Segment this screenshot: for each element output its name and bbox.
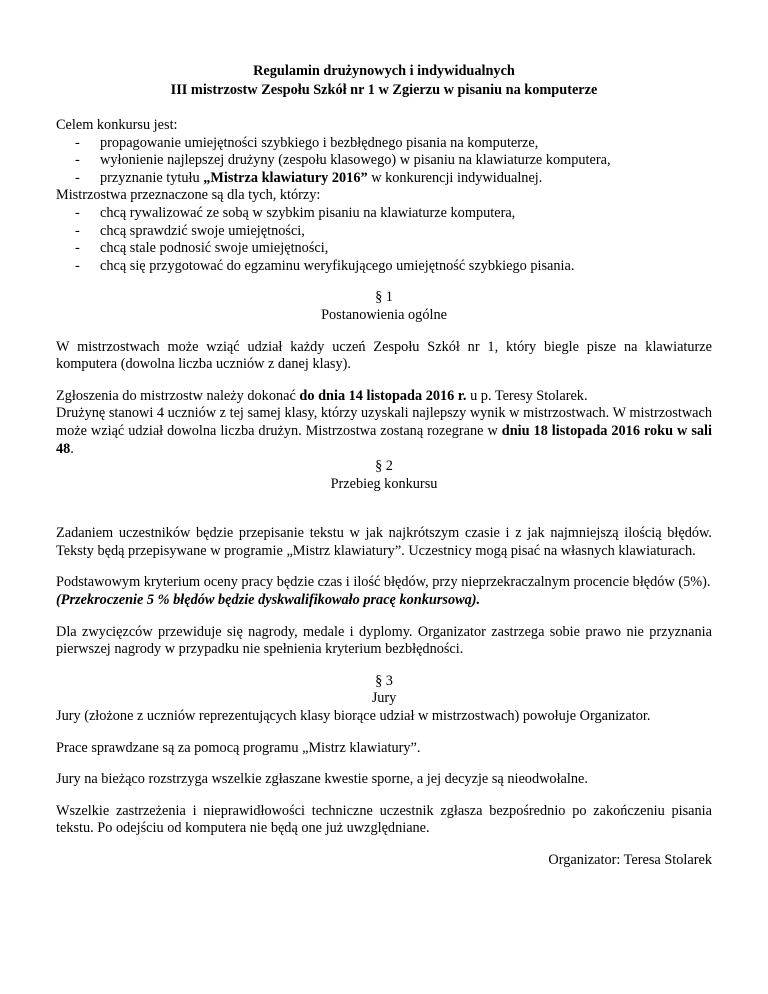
audience-intro: Mistrzostwa przeznaczone są dla tych, którzy: [56, 187, 321, 204]
section-1-paragraph-2: Zgłoszenia do mistrzostw należy dokonać do dnia 14 listopada 2016 r. u p. Teresy Stolarek. [56, 387, 588, 404]
list-item: - chcą rywalizować ze sobą w szybkim pisaniu na klawiaturze komputera, [75, 204, 516, 221]
section-1-number: § 1 [375, 289, 393, 306]
dash-bullet: - [75, 222, 80, 239]
dash-bullet: - [75, 152, 80, 169]
section-2-paragraph-3: Dla zwycięzców przewiduje się nagrody, medale i dyplomy. Organizator zastrzega sobie prawo nie przyznania pierwszej nagrody w przypadku nie spełnienia kryterium bezbłędności. [56, 623, 712, 658]
section-3-paragraph-1: Jury (złożone z uczniów reprezentujących klasy biorące udział w mistrzostwach) powołuje Organizator. [56, 708, 651, 725]
dash-bullet: - [75, 240, 80, 257]
section-3-number: § 3 [375, 672, 393, 689]
audience-list [56, 205, 712, 275]
registration-deadline: do dnia 14 listopada 2016 r. [299, 387, 467, 404]
section-3-paragraph-3: Jury na bieżąco rozstrzyga wszelkie zgłaszane kwestie sporne, a jej decyzje są nieodwołalne. [56, 771, 588, 788]
section-1-paragraph-1: W mistrzostwach może wziąć udział każdy uczeń Zespołu Szkół nr 1, który biegle pisze na klawiaturze komputera (dowolna liczba uczniów z danej klasy). [56, 338, 712, 373]
list-item: - chcą sprawdzić swoje umiejętności, [75, 222, 305, 239]
section-3-paragraph-4: Wszelkie zastrzeżenia i nieprawidłowości techniczne uczestnik zgłasza bezpośrednio po zakończeniu pisania tekstu. Po odejściu od komputera nie będą one już uwzględniane. [56, 802, 712, 837]
list-item: - propagowanie umiejętności szybkiego i bezbłędnego pisania na komputerze, [75, 134, 539, 151]
section-1-paragraph-3: Drużynę stanowi 4 uczniów z tej samej klasy, którzy uzyskali najlepszy wynik w mistrzostwach. W mistrzostwach może wziąć udział dowolna liczba drużyn. Mistrzostwa zostaną rozegrane w dniu 18 listopada 2016 roku w sali 48. [56, 405, 712, 457]
champion-title: „Mistrza klawiatury 2016” [203, 169, 368, 186]
goals-list [56, 135, 712, 188]
title-line-2: III mistrzostw Zespołu Szkół nr 1 w Zgierzu w pisaniu na komputerze [170, 82, 598, 98]
dash-bullet: - [75, 204, 80, 221]
section-2-paragraph-2: Podstawowym kryterium oceny pracy będzie czas i ilość błędów, przy nieprzekraczalnym procencie błędów (5%). [56, 574, 711, 591]
list-item: - chcą stale podnosić swoje umiejętności, [75, 240, 329, 257]
signature: Organizator: Teresa Stolarek [548, 852, 712, 868]
section-3-paragraph-2: Prace sprawdzane są za pomocą programu „Mistrz klawiatury”. [56, 739, 421, 756]
list-item: - przyznanie tytułu „Mistrza klawiatury 2016” w konkurencji indywidualnej. [75, 169, 543, 186]
list-item: - chcą się przygotować do egzaminu weryfikującego umiejętność szybkiego pisania. [75, 257, 575, 274]
dash-bullet: - [75, 257, 80, 274]
goals-intro: Celem konkursu jest: [56, 117, 178, 133]
section-3-heading: Jury [371, 690, 397, 707]
list-item: - wyłonienie najlepszej drużyny (zespołu klasowego) w pisaniu na klawiaturze komputera, [75, 152, 611, 169]
section-2-number: § 2 [375, 458, 393, 475]
section-2-paragraph-1: Zadaniem uczestników będzie przepisanie tekstu w jak najkrótszym czasie i z jak najmniejszą ilością błędów. Teksty będą przepisywane w programie „Mistrz klawiatury”. Uczestnicy mogą pisać na własnych klawiaturach. [56, 525, 712, 559]
dash-bullet: - [75, 169, 80, 186]
competition-date: dniu 18 listopada 2016 roku w sali 48 [56, 422, 712, 457]
disqualification-note: (Przekroczenie 5 % błędów będzie dyskwalifikowało pracę konkursową). [56, 592, 481, 609]
section-1-heading: Postanowienia ogólne [321, 306, 447, 323]
document-title [56, 62, 712, 100]
dash-bullet: - [75, 134, 80, 151]
section-2-heading: Przebieg konkursu [330, 475, 438, 492]
title-line-1: Regulamin drużynowych i indywidualnych [253, 63, 515, 79]
